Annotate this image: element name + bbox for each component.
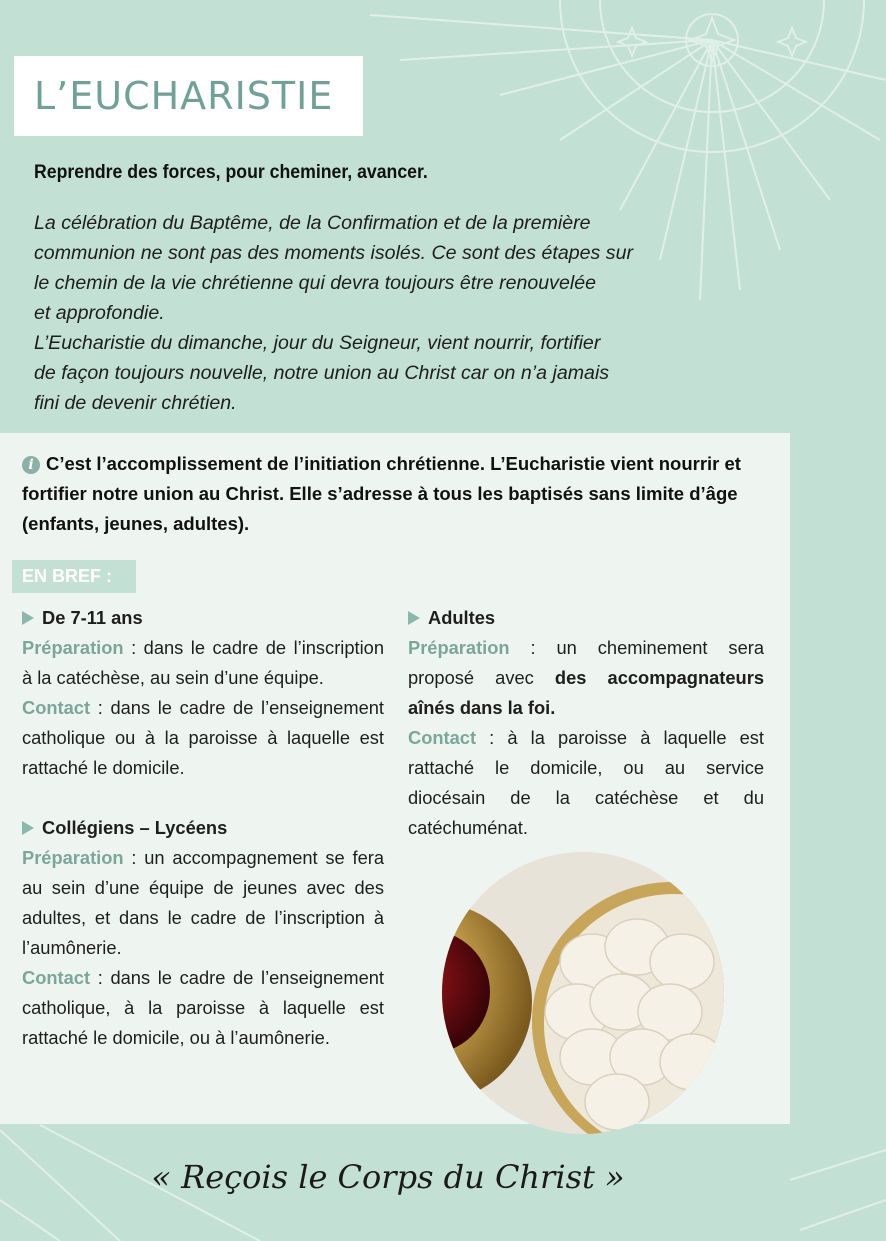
left-column	[22, 603, 384, 1053]
section-title-text: Adultes	[428, 607, 496, 628]
intro-line: La célébration du Baptême, de la Confirmation et de la première	[34, 212, 591, 234]
contact-label: Contact	[22, 697, 91, 718]
section-title-text: De 7-11 ans	[42, 607, 143, 628]
info-icon: i	[22, 456, 40, 474]
preparation-text: : dans le cadre de l’inscription à la catéchèse, au sein d’une équipe.	[22, 637, 384, 688]
section-teens-title	[22, 813, 384, 843]
intro-paragraph-1	[34, 208, 634, 328]
section-adults-preparation	[408, 633, 764, 723]
section-kids-contact	[22, 693, 384, 783]
intro-line: L’Eucharistie du dimanche, jour du Seigneur, vient nourrir, fortifier	[34, 332, 601, 354]
closing-quote: « Reçois le Corps du Christ »	[151, 1158, 625, 1196]
preparation-label: Préparation	[22, 847, 124, 868]
intro-line: et approfondie.	[34, 302, 165, 324]
title-box	[14, 56, 363, 136]
preparation-text: : un accompagnement se fera au sein d’une équipe de jeunes avec des adultes, et dans le cadre de l’inscription à l’aumônerie.	[22, 847, 384, 958]
section-title-text: Collégiens – Lycéens	[42, 817, 228, 838]
triangle-bullet-icon	[22, 611, 34, 625]
contact-text: : dans le cadre de l’enseignement catholique, à la paroisse à laquelle est rattaché le domicile, ou à l’aumônerie.	[22, 967, 384, 1048]
intro-line: communion ne sont pas des moments isolés. Ce sont des étapes sur	[34, 242, 634, 264]
preparation-label: Préparation	[22, 637, 124, 658]
contact-text: : dans le cadre de l’enseignement catholique ou à la paroisse à laquelle est rattaché le domicile.	[22, 697, 384, 778]
info-callout	[22, 449, 762, 539]
en-bref-label: EN BREF :	[12, 560, 136, 593]
section-teens-contact	[22, 963, 384, 1053]
intro-line: de façon toujours nouvelle, notre union au Christ car on n’a jamais	[34, 362, 610, 384]
section-adults-contact	[408, 723, 764, 843]
contact-label: Contact	[22, 967, 91, 988]
subtitle: Reprendre des forces, pour cheminer, avancer.	[34, 162, 428, 183]
preparation-bold-text: des accompagnateurs aînés dans la foi.	[408, 667, 765, 718]
triangle-bullet-icon	[408, 611, 420, 625]
page-title: L’EUCHARISTIE	[34, 74, 334, 118]
section-teens-preparation	[22, 843, 384, 963]
right-column	[408, 603, 764, 843]
triangle-bullet-icon	[22, 821, 34, 835]
intro-line: le chemin de la vie chrétienne qui devra toujours être renouvelée	[34, 272, 597, 294]
contact-text: : à la paroisse à laquelle est rattaché le domicile, ou au service diocésain de la catéchèse et du catéchuménat.	[408, 727, 764, 838]
info-text: C’est l’accomplissement de l’initiation chrétienne. L’Eucharistie vient nourrir et fortifier notre union au Christ. Elle s’adresse à tous les baptisés sans limite d’âge (enfants, jeunes, adultes).	[22, 453, 741, 534]
intro-line: fini de devenir chrétien.	[34, 392, 237, 414]
intro-paragraph-2	[34, 328, 634, 418]
intro-text	[34, 208, 634, 418]
communion-hosts-photo	[442, 852, 724, 1134]
section-kids-title	[22, 603, 384, 633]
preparation-label: Préparation	[408, 637, 510, 658]
section-adults-title	[408, 603, 764, 633]
preparation-text: : un cheminement sera proposé avec	[408, 637, 764, 688]
contact-label: Contact	[408, 727, 477, 748]
section-kids-preparation	[22, 633, 384, 693]
